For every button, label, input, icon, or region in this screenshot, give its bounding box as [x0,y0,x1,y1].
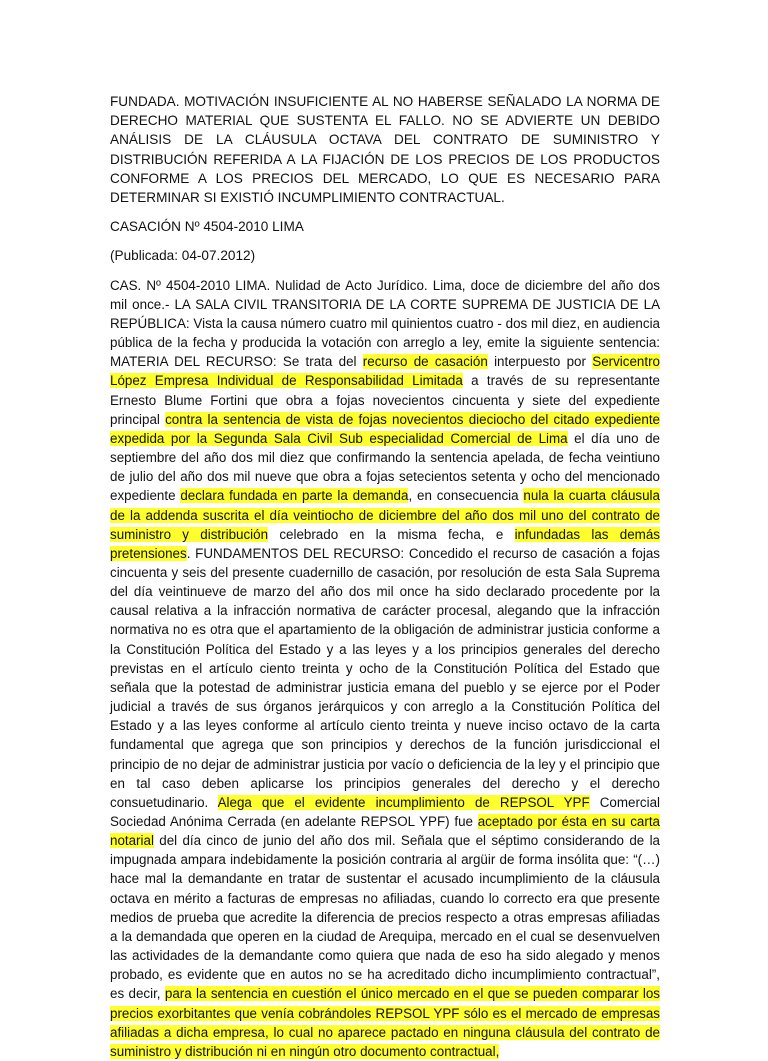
body-segment: a través de su representante Ernesto Blume Fortini que obra a fojas novecientos cincuenta y siete del expediente principal [110,373,661,427]
highlighted-text: contra la sentencia de vista de fojas novecientos dieciocho del citado expediente expedida por la Segunda Sala Civil Sub especialidad Comercial de Lima [110,411,660,446]
body-segment: CAS. Nº 4504-2010 LIMA. Nulidad de Acto Jurídico. Lima, doce de diciembre del año dos mil once.- LA SALA CIVIL TRANSITORIA DE LA CORTE SUPREMA DE JUSTICIA DE LA REPÚBLICA: Vista la causa número cuatro mil quinientos cuatro - dos mil diez, en audiencia pública de la fecha y producida la votación con arreglo a ley, emite la siguiente sentencia: MATERIA DEL RECURSO: Se trata del [110,277,660,370]
highlighted-text: Servicentro López Empresa Individual de Responsabilidad Limitada [110,354,660,389]
body-segment: . FUNDAMENTOS DEL RECURSO: Concedido el recurso de casación a fojas cincuenta y seis del presente cuadernillo de casación, por resolución de esta Sala Suprema del día veintinueve de marzo del año dos mil once ha sido declarado procedente por la causal relativa a la infracción normativa de carácter procesal, alegando que la infracción normativa no es otra que el apartamiento de la obligación de administrar justicia conforme a la Constitución Política del Estado y a las leyes y a los principios generales del derecho previstas en el artículo ciento treinta y ocho de la Constitución Política del Estado que señala que la potestad de administrar justicia emana del pueblo y se ejerce por el Poder judicial a través de sus órganos jerárquicos y con arreglo a la Constitución Política del Estado y a las leyes conforme al artículo ciento treinta y nueve inciso octavo de la carta fundamental que agrega que son principios y derechos de la función jurisdiccional el principio de no dejar de administrar justicia por vacío o deficiencia de la ley y el principio que en tal caso deben aplicarse los principios generales del derecho y el derecho consuetudinario. [110,545,660,810]
body-segment: Comercial Sociedad Anónima Cerrada (en adelante REPSOL YPF) fue [110,794,660,829]
body-segment: del día cinco de junio del año dos mil. Señala que el séptimo considerando de la impugnada ampara indebidamente la posición contraria al argüir de forma insólita que: “(…) hace mal la demandante en tratar de sustentar el acusado incumplimiento de la cláusula octava en mérito a facturas de empresas no afiliadas, cuando lo correcto era que presente medios de prueba que acredite la diferencia de precios respecto a otras empresas afiliadas a la demandada que operen en la ciudad de Arequipa, mercado en el cual se desenvuelven las actividades de la demandante como quiera que nada de eso ha sido alegado y menos probado, es evidente que en autos no se ha acreditado dicho incumplimiento contractual”, es decir, [110,833,660,1002]
highlighted-text: aceptado por ésta en su carta notarial [110,814,661,849]
highlighted-text: recurso de casación [362,354,488,370]
summary-heading: FUNDADA. MOTIVACIÓN INSUFICIENTE AL NO HABERSE SEÑALADO LA NORMA DE DERECHO MATERIAL QUE SUSTENTA EL FALLO. NO SE ADVIERTE UN DEBIDO ANÁLISIS DE LA CLÁUSULA OCTAVA DEL CONTRATO DE SUMINISTRO Y DISTRIBUCIÓN REFERIDA A LA FIJACIÓN DE LOS PRECIOS DE LOS PRODUCTOS CONFORME A LOS PRECIOS DEL MERCADO, LO QUE ES NECESARIO PARA DETERMINAR SI EXISTIÓ INCUMPLIMIENTO CONTRACTUAL. [110,94,660,206]
publication-date: (Publicada: 04-07.2012) [110,248,256,264]
highlighted-text: Alega que el evidente incumplimiento de REPSOL YPF [217,794,590,810]
body-segment: interpuesto por [487,354,593,370]
judgment-body [110,276,660,1061]
highlighted-text: para la sentencia en cuestión el único mercado en el que se pueden comparar los precios exorbitantes que venía cobrándoles REPSOL YPF sólo es el mercado de empresas afiliadas a dicha empresa, lo cual no aparece pactado en ninguna cláusula del contrato de suministro y distribución ni en ningún otro documento contractual, [110,986,661,1059]
body-segment: , en consecuencia [408,488,524,504]
body-segment: el día uno de septiembre del año dos mil diez que confirmando la sentencia apelada, de fecha veintiuno de julio del año dos mil nueve que obra a fojas setecientos setenta y ocho del mencionado expediente [110,430,660,504]
highlighted-text: nula la cuarta cláusula de la addenda suscrita el día veintiocho de diciembre del año dos mil uno del contrato de suministro y distribución [110,488,660,542]
case-title: CASACIÓN Nº 4504-2010 LIMA [110,219,304,235]
highlighted-text: infundadas las demás pretensiones [110,526,660,561]
highlighted-text: declara fundada en parte la demanda [180,488,409,504]
body-segment: celebrado en la misma fecha, e [268,526,515,542]
